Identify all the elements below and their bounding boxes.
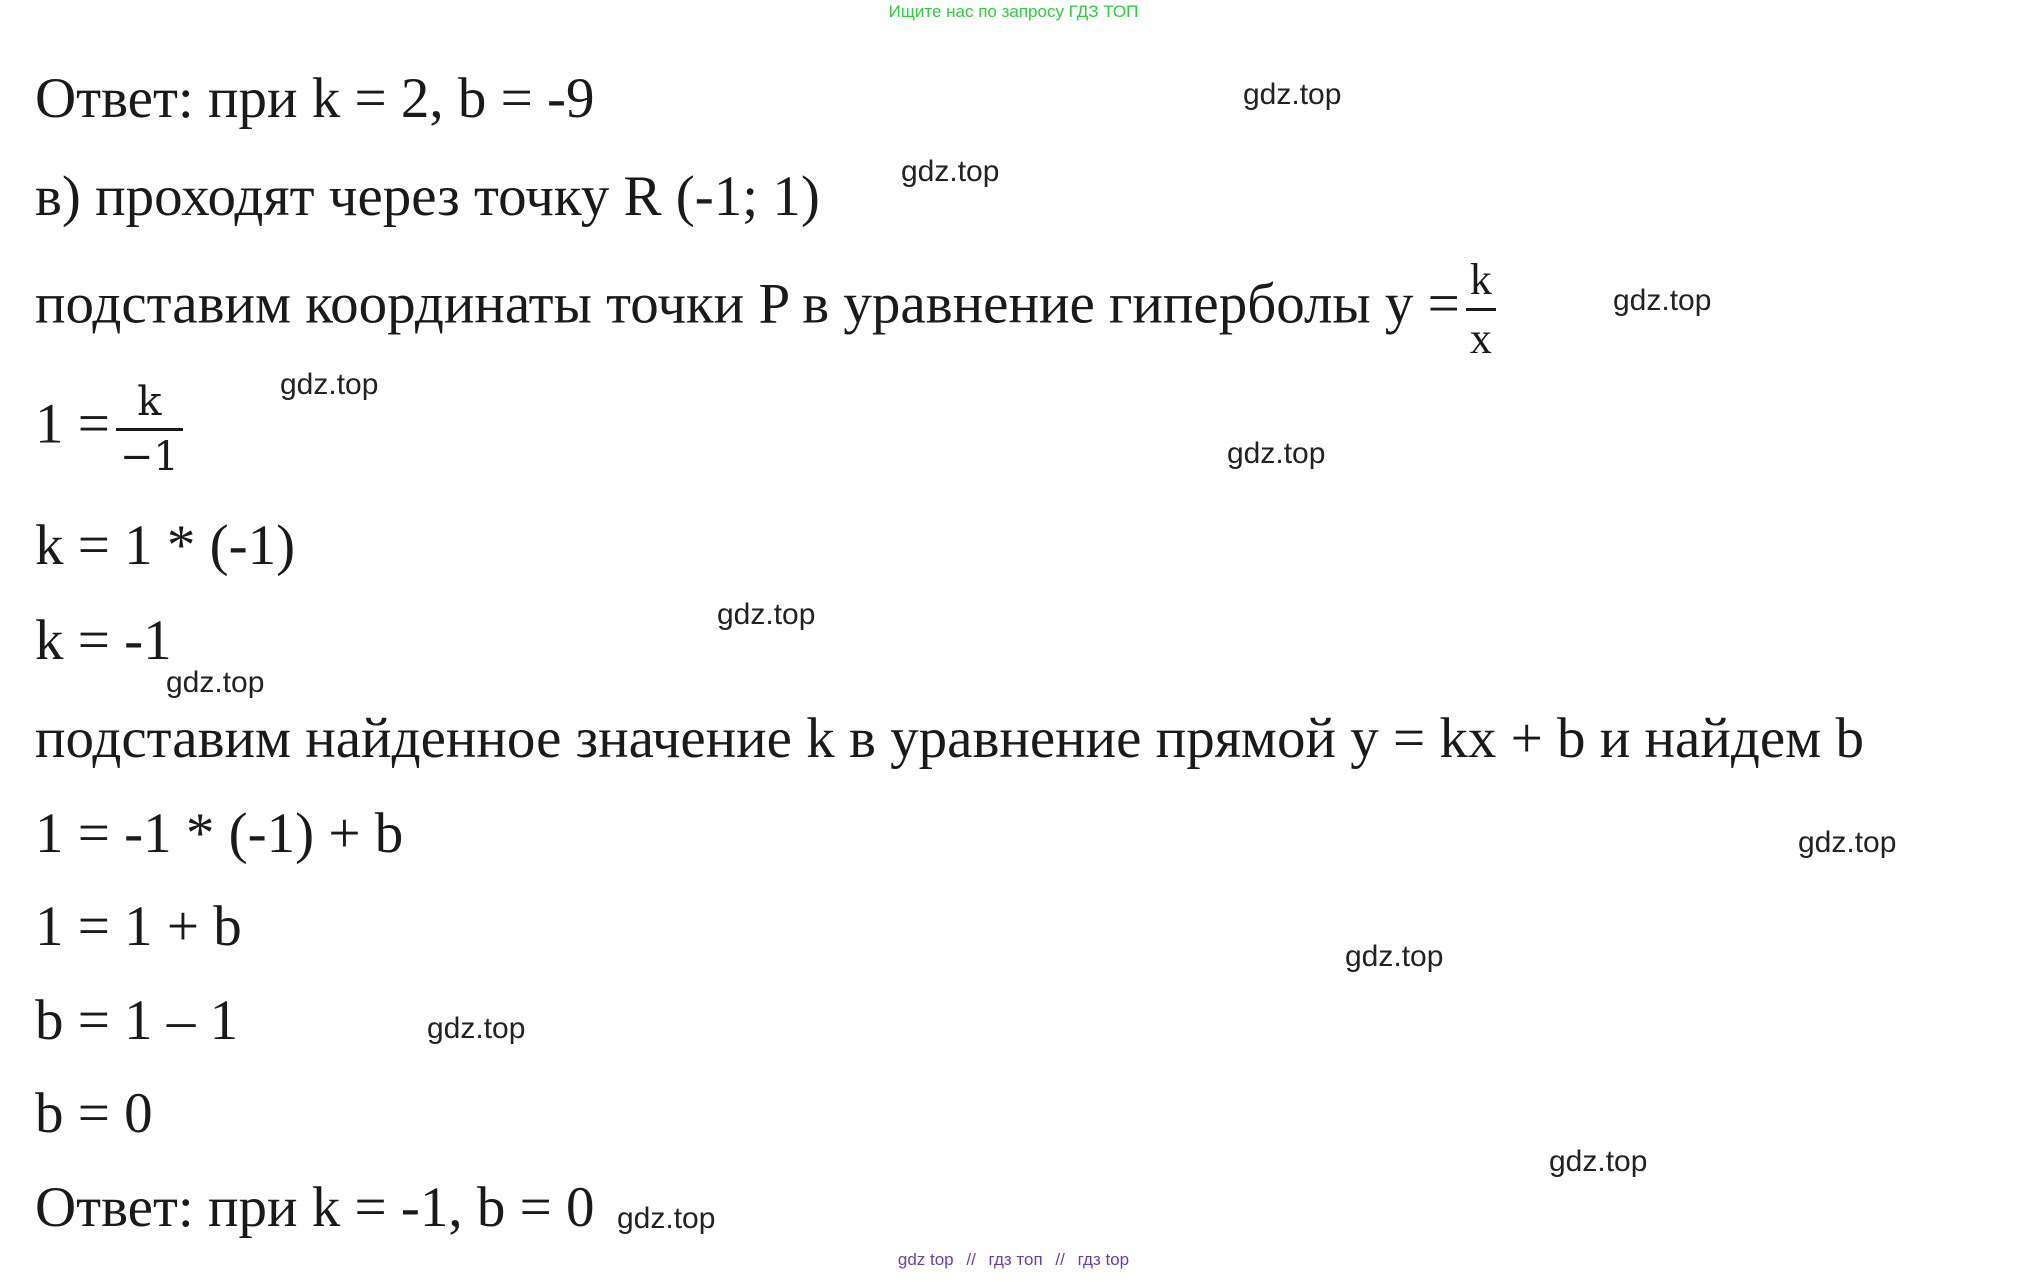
watermark: gdz.top — [166, 666, 265, 699]
step-b4: b = 0 — [35, 1082, 153, 1145]
equation-lhs: 1 = — [35, 392, 110, 456]
watermark: gdz.top — [1798, 826, 1897, 859]
step-b3: b = 1 – 1 — [35, 989, 239, 1052]
footer-separator: // — [966, 1250, 976, 1269]
equation-fraction — [116, 379, 183, 480]
hyperbola-fraction-denominator: x — [1469, 314, 1492, 363]
step-k-result: k = -1 — [35, 609, 172, 672]
answer-final: Ответ: при k = -1, b = 0 — [35, 1176, 595, 1239]
footer-link-gdz-top[interactable]: gdz top — [897, 1250, 954, 1269]
line-substitution-text: подставим найденное значение k в уравнение прямой y = kx + b и найдем b — [35, 707, 1864, 770]
hyperbola-substitution-line — [35, 255, 1496, 363]
part-v-title: в) проходят через точку R (-1; 1) — [35, 165, 820, 228]
watermark: gdz.top — [617, 1202, 716, 1235]
footer-link-gdz-top-ru[interactable]: гдз топ — [988, 1250, 1043, 1269]
answer-previous: Ответ: при k = 2, b = -9 — [35, 67, 595, 130]
hyperbola-substitution-text: подставим координаты точки P в уравнение гиперболы y = — [35, 272, 1460, 336]
step-b2: 1 = 1 + b — [35, 895, 242, 958]
watermark: gdz.top — [1613, 284, 1712, 317]
watermark: gdz.top — [1549, 1145, 1648, 1178]
watermark: gdz.top — [280, 368, 379, 401]
hyperbola-fraction-numerator: k — [1469, 255, 1492, 304]
equation-fraction-line — [35, 379, 183, 480]
watermark: gdz.top — [1243, 78, 1342, 111]
step-k-calc: k = 1 * (-1) — [35, 514, 296, 577]
watermark: gdz.top — [427, 1012, 526, 1045]
watermark: gdz.top — [901, 155, 1000, 188]
equation-fraction-denominator: −1 — [119, 434, 179, 480]
watermark: gdz.top — [1227, 437, 1326, 470]
hyperbola-fraction — [1466, 255, 1496, 363]
header-promo-text: Ищите нас по запросу ГДЗ ТОП — [888, 2, 1139, 21]
footer-links — [0, 1250, 2027, 1270]
step-b1: 1 = -1 * (-1) + b — [35, 802, 404, 865]
footer-link-gdz-top-mixed[interactable]: гдз top — [1077, 1250, 1130, 1269]
watermark: gdz.top — [1345, 940, 1444, 973]
watermark: gdz.top — [717, 598, 816, 631]
footer-separator: // — [1055, 1250, 1065, 1269]
equation-fraction-numerator: k — [137, 379, 162, 425]
